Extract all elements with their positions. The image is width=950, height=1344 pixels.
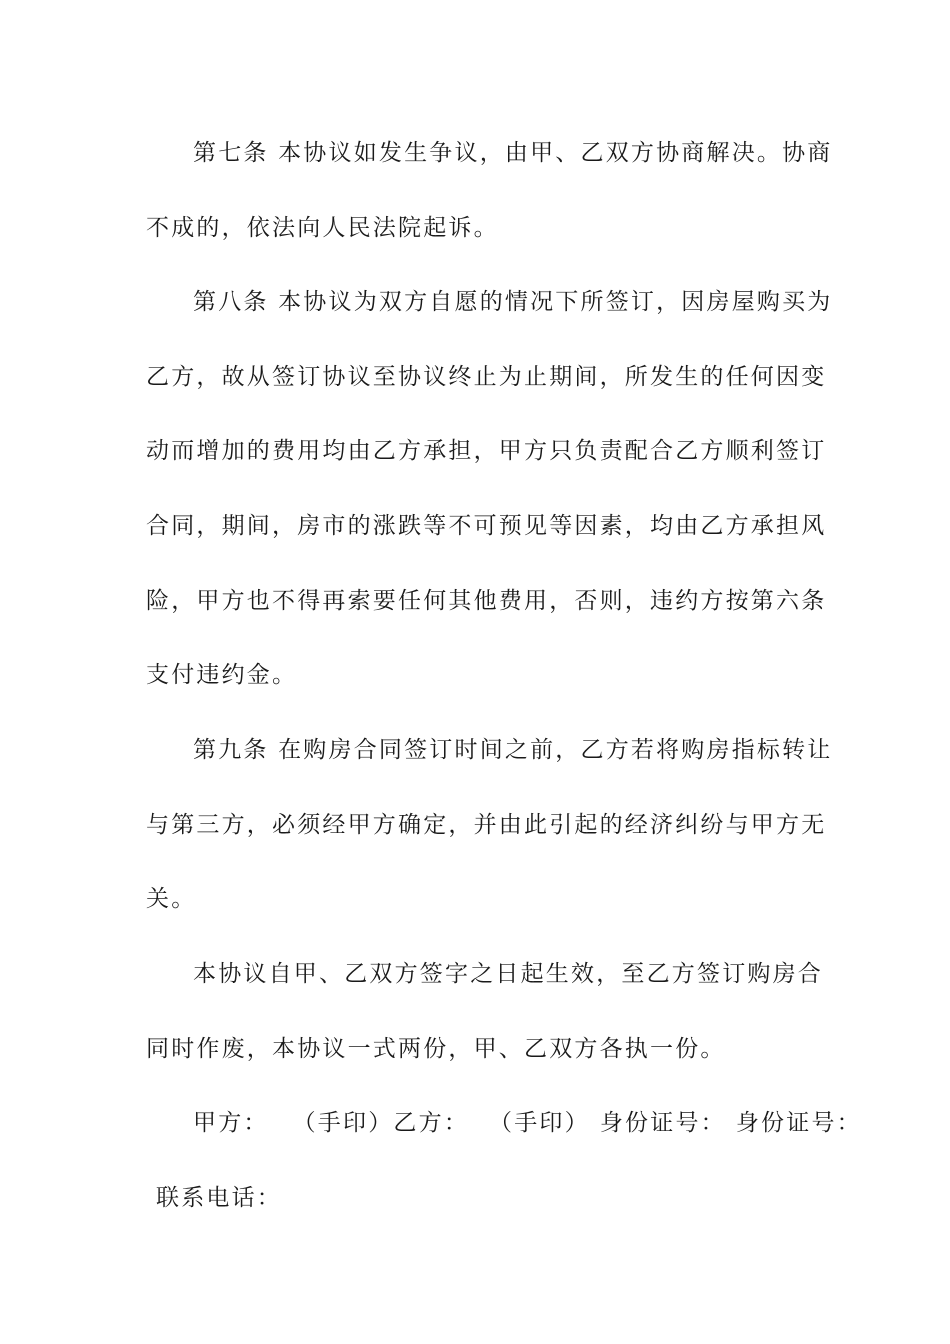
party-b-id-label: 身份证号： bbox=[735, 1110, 862, 1136]
article-8-line-1: 第八条 本协议为双方自愿的情况下所签订，因房屋购买为 bbox=[193, 289, 833, 315]
party-a-thumbprint: （手印） bbox=[292, 1110, 394, 1136]
article-9-line-1: 第九条 在购房合同签订时间之前，乙方若将购房指标转让 bbox=[193, 737, 833, 763]
article-9-line-2: 与第三方，必须经甲方确定，并由此引起的经济纠纷与甲方无 bbox=[146, 812, 827, 838]
effective-clause-line-2: 同时作废，本协议一式两份，甲、乙双方各执一份。 bbox=[146, 1036, 726, 1062]
article-8-line-6: 支付违约金。 bbox=[146, 662, 298, 688]
party-b-thumbprint: （手印） bbox=[489, 1110, 590, 1136]
signature-block bbox=[193, 1107, 862, 1139]
article-9-line-3: 关。 bbox=[146, 886, 197, 912]
party-a-label: 甲方： bbox=[193, 1110, 269, 1136]
article-8-line-3: 动而增加的费用均由乙方承担，甲方只负责配合乙方顺利签订 bbox=[146, 438, 827, 464]
party-a-id-label: 身份证号： bbox=[599, 1110, 726, 1136]
phone-label: 联系电话： bbox=[156, 1185, 282, 1211]
article-8-line-4: 合同，期间，房市的涨跌等不可预见等因素，均由乙方承担风 bbox=[146, 513, 827, 539]
article-8-line-5: 险，甲方也不得再索要任何其他费用，否则，违约方按第六条 bbox=[146, 588, 827, 614]
article-7-line-2: 不成的，依法向人民法院起诉。 bbox=[146, 215, 499, 241]
article-8-line-2: 乙方，故从签订协议至协议终止为止期间，所发生的任何因变 bbox=[146, 364, 827, 390]
article-7-line-1: 第七条 本协议如发生争议，由甲、乙双方协商解决。协商 bbox=[193, 140, 833, 166]
party-b-label: 乙方： bbox=[393, 1110, 470, 1136]
effective-clause-line-1: 本协议自甲、乙双方签字之日起生效，至乙方签订购房合 bbox=[193, 961, 823, 987]
